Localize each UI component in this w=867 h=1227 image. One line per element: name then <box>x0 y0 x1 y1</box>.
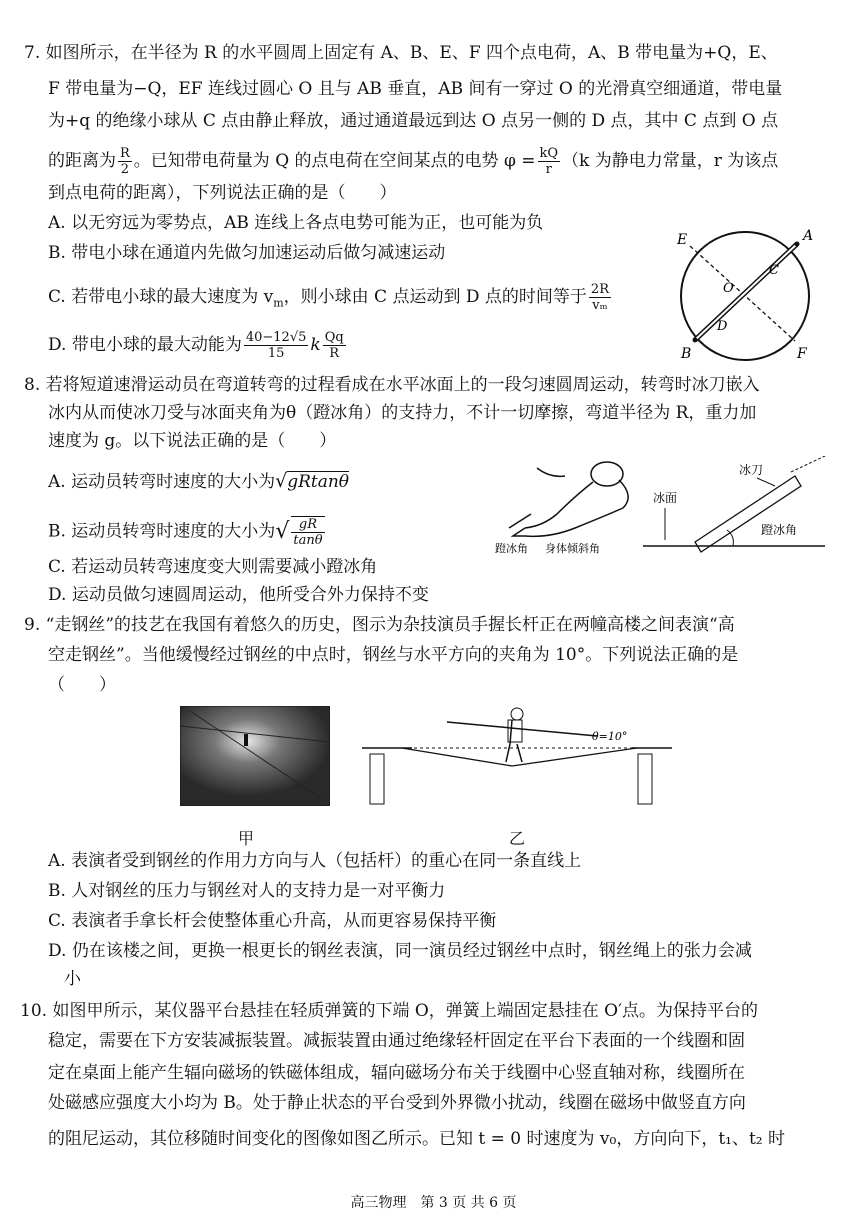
helmet <box>591 462 623 486</box>
q9-photo-jia <box>180 706 330 806</box>
q10-line4: 处磁感应强度大小均为 B。处于静止状态的平台受到外界微小扰动，线圈在磁场中做竖直方向 <box>48 1093 746 1113</box>
q10-line2: 稳定，需要在下方安装减振装置。减振装置由通过绝缘轻杆固定在平台下表面的一个线圈和固 <box>48 1031 745 1051</box>
subscript-m: m <box>273 296 284 310</box>
q9-line2: 空走钢丝”。当他缓慢经过钢丝的中点时，钢丝与水平方向的夹角为 10°。下列说法正确的是 <box>48 645 739 665</box>
point-a <box>795 242 800 247</box>
frac-den: R <box>329 346 340 361</box>
skater-body <box>525 480 628 536</box>
q8-option-b <box>48 516 327 548</box>
frac-num: R <box>120 146 130 161</box>
label-push-angle: 蹬冰角 <box>761 523 798 537</box>
q8-option-c: C. 若运动员转弯速度变大则需要减小蹬冰角 <box>48 557 378 577</box>
label-push-angle-skater: 蹬冰角 <box>495 542 528 555</box>
k-symbol: k <box>310 335 321 355</box>
label-d: D <box>717 319 728 334</box>
q7-option-a: A. 以无穷远为零势点，AB 连线上各点电势可能为正，也可能为负 <box>48 213 544 233</box>
frac-den: vₘ <box>592 298 608 313</box>
frac-r-over-2 <box>118 146 132 177</box>
q8-option-b-text: B. 运动员转弯时速度的大小为 <box>48 521 276 542</box>
q7-option-d <box>48 330 348 361</box>
caption-yi: 乙 <box>509 829 526 848</box>
q7-line3: 为+q 的绝缘小球从 C 点由静止释放，通过通道最远到达 O 点另一侧的 D 点，其中 C 点到 O 点 <box>48 111 779 131</box>
skater-arm <box>537 468 565 476</box>
frac-qq-over-r <box>323 330 346 361</box>
q9-drawing-yi <box>362 700 672 810</box>
q10-line5: 的阻尼运动，其位移随时间变化的图像如图乙所示。已知 t = 0 时速度为 v₀，方向向下，t₁、t₂ 时 <box>48 1129 786 1149</box>
q9-option-c: C. 表演者手拿长杆会使整体重心升高，从而更容易保持平衡 <box>48 911 497 931</box>
q7-option-c <box>48 282 613 314</box>
skater-figure <box>509 462 628 536</box>
sqrt-sign: √ <box>275 519 290 544</box>
frac-num: Qq <box>324 330 344 345</box>
q7-option-b: B. 带电小球在通道内先做匀加速运动后做匀减速运动 <box>48 243 446 263</box>
label-c: C <box>769 263 779 278</box>
q7-line1: 7. 如图所示，在半径为 R 的水平圆周上固定有 A、B、E、F 四个点电荷，A、B 带电量为+Q，E、 <box>24 43 778 63</box>
q7-circle-diagram <box>665 218 825 378</box>
q7-line4b: 。已知带电荷量为 Q 的点电荷在空间某点的电势 φ = <box>133 151 536 171</box>
caption-jia: 甲 <box>238 829 255 848</box>
leg-line <box>509 514 531 528</box>
label-a: A <box>803 228 814 244</box>
q7-option-d-a: D. 带电小球的最大动能为 <box>48 335 242 355</box>
frac-num: gR <box>291 517 324 533</box>
q8-option-d: D. 运动员做匀速圆周运动，他所受合外力保持不变 <box>48 585 429 605</box>
frac-den: tanθ <box>293 533 323 548</box>
frac-2r-over-vm <box>589 282 611 313</box>
q8-line1: 8. 若将短道速滑运动员在弯道转弯的过程看成在水平冰面上的一段匀速圆周运动，转弯时冰刀嵌入 <box>24 375 760 395</box>
label-b: B <box>681 346 692 362</box>
q8-option-a <box>48 470 349 493</box>
label-ice-surface: 冰面 <box>653 491 678 505</box>
q7-line2: F 带电量为−Q，EF 连线过圆心 O 且与 AB 垂直，AB 间有一穿过 O 的光滑真空细通道，带电量 <box>48 79 783 99</box>
ab-channel-inner <box>695 244 797 340</box>
q7-option-c-b: ，则小球由 C 点运动到 D 点的时间等于 <box>283 287 587 307</box>
q9-line1: 9. “走钢丝”的技艺在我国有着悠久的历史，图示为杂技演员手握长杆正在两幢高楼之间表演“高 <box>24 615 735 635</box>
frac-num: 2R <box>590 282 609 297</box>
performer-head <box>511 708 523 720</box>
q10-line3: 定在桌面上能产生辐向磁场的铁磁体组成，辐向磁场分布关于线圈中心竖直轴对称，线圈所在 <box>48 1063 745 1083</box>
q9-option-d-line2: 小 <box>64 969 81 989</box>
label-e: E <box>677 232 688 248</box>
blade-pointer <box>757 478 775 486</box>
point-b <box>693 338 698 343</box>
q8-skater-diagram <box>495 456 830 561</box>
sqrt-sign: √ <box>275 470 288 492</box>
frac-num: 40−12√5 <box>245 330 307 345</box>
q8-line3: 速度为 g。以下说法正确的是（ ） <box>48 431 337 451</box>
q7-line4 <box>48 146 778 177</box>
frac-gr-over-tan <box>291 516 324 548</box>
q7-line4c: （k 为静电力常量，r 为该点 <box>562 151 779 171</box>
q10-line1: 10. 如图甲所示，某仪器平台悬挂在轻质弹簧的下端 O，弹簧上端固定悬挂在 O′点。为保持平台的 <box>20 1001 758 1021</box>
label-f: F <box>797 346 807 362</box>
support-force-arrow <box>791 456 825 472</box>
q7-option-c-a: C. 若带电小球的最大速度为 v <box>48 287 274 307</box>
skater-back <box>525 482 593 528</box>
label-o: O <box>723 281 734 296</box>
performer-silhouette <box>244 734 248 746</box>
blade <box>695 476 801 552</box>
frac-kq-over-r <box>538 146 561 177</box>
photo-background <box>180 706 330 806</box>
q7-line5: 到点电荷的距离），下列说法正确的是（ ） <box>48 183 397 203</box>
q8-option-a-text: A. 运动员转弯时速度的大小为 <box>48 472 276 492</box>
frac-den: r <box>545 162 552 177</box>
label-blade: 冰刀 <box>739 463 764 477</box>
q9-option-a: A. 表演者受到钢丝的作用力方向与人（包括杆）的重心在同一条直线上 <box>48 851 582 871</box>
left-building <box>370 754 384 804</box>
q7-line4a: 的距离为 <box>48 151 116 171</box>
frac-den: 15 <box>267 346 285 361</box>
q9-line3: （ ） <box>48 675 116 695</box>
q8-line2: 冰内从而使冰刀受与冰面夹角为θ（蹬冰角）的支持力，不计一切摩擦，弯道半径为 R，重力加 <box>48 403 757 423</box>
page-footer: 高三物理 第 3 页 共 6 页 <box>350 1195 517 1211</box>
q9-option-b: B. 人对钢丝的压力与钢丝对人的支持力是一对平衡力 <box>48 881 446 901</box>
q9-option-d-line1: D. 仍在该楼之间，更换一根更长的钢丝表演，同一演员经过钢丝中点时，钢丝绳上的张力会减 <box>48 941 752 961</box>
right-building <box>638 754 652 804</box>
frac-ek <box>244 330 309 361</box>
angle-arc <box>727 530 733 546</box>
frac-num: kQ <box>539 146 559 161</box>
skate <box>513 528 525 536</box>
theta-label: θ=10° <box>592 730 628 743</box>
label-body-lean: 身体倾斜角 <box>545 542 600 555</box>
sqrt-content: gRtanθ <box>287 472 350 492</box>
frac-den: 2 <box>120 162 130 177</box>
